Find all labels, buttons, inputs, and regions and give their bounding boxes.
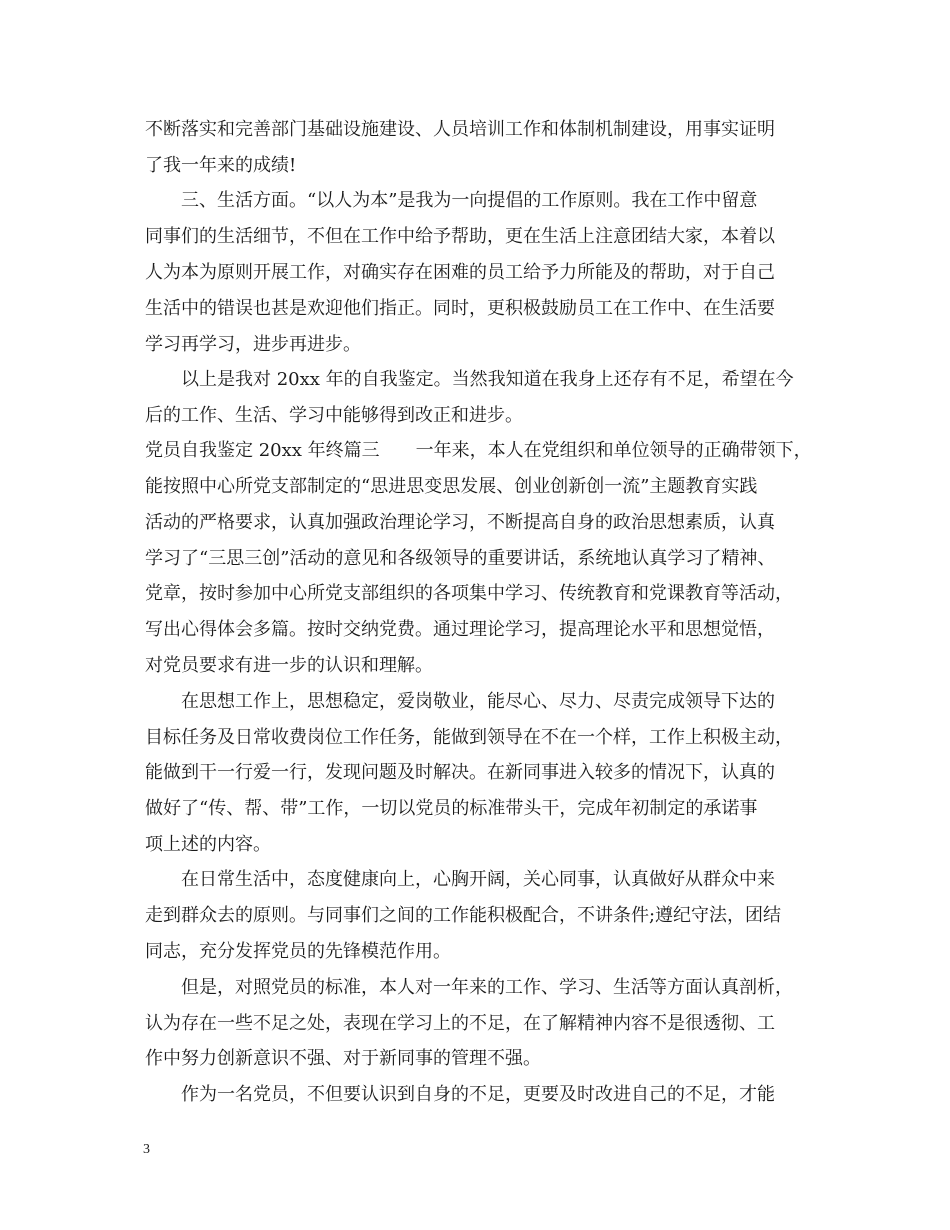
text-line: 认为存在一些不足之处，表现在学习上的不足，在了解精神内容不是很透彻、工 (145, 1013, 775, 1034)
text-line: 不断落实和完善部门基础设施建设、人员培训工作和体制机制建设，用事实证明 (145, 119, 775, 140)
text-line: 同志，充分发挥党员的先锋模范作用。 (145, 941, 451, 962)
text-line: 能做到干一行爱一行，发现问题及时解决。在新同事进入较多的情况下，认真的 (145, 762, 775, 783)
text-line: 党章，按时参加中心所党支部组织的各项集中学习、传统教育和党课教育等活动， (145, 583, 793, 604)
text-line: 目标任务及日常收费岗位工作任务，能做到领导在不在一个样，工作上积极主动， (145, 727, 793, 748)
page-number: 3 (143, 1142, 150, 1157)
text-line: 做好了“传、帮、带”工作，一切以党员的标准带头干，完成年初制定的承诺事 (145, 798, 758, 819)
text-line: 走到群众去的原则。与同事们之间的工作能积极配合，不讲条件;遵纪守法，团结 (145, 905, 782, 926)
text-line: 活动的严格要求，认真加强政治理论学习，不断提高自身的政治思想素质，认真 (145, 512, 775, 533)
text-line: 同事们的生活细节，不但在工作中给予帮助，更在生活上注意团结大家，本着以 (145, 226, 775, 247)
text-line: 对党员要求有进一步的认识和理解。 (145, 655, 433, 676)
text-line: 学习了“三思三创”活动的意见和各级领导的重要讲话，系统地认真学习了精神、 (145, 548, 776, 569)
text-line: 在日常生活中，态度健康向上，心胸开阔，关心同事，认真做好从群众中来 (145, 869, 775, 890)
text-line: 人为本为原则开展工作，对确实存在困难的员工给予力所能及的帮助，对于自己 (145, 262, 775, 283)
text-line: 以上是我对 20xx 年的自我鉴定。当然我知道在我身上还存有不足，希望在今 (145, 369, 794, 390)
text-line: 但是，对照党员的标准，本人对一年来的工作、学习、生活等方面认真剖析， (145, 977, 793, 998)
text-line: 三、生活方面。“以人为本”是我为一向提倡的工作原则。我在工作中留意 (145, 190, 758, 211)
text-line: 在思想工作上，思想稳定，爱岗敬业，能尽心、尽力、尽责完成领导下达的 (145, 691, 775, 712)
text-line: 项上述的内容。 (145, 834, 271, 855)
text-line: 党员自我鉴定 20xx 年终篇三 一年来，本人在党组织和单位领导的正确带领下， (145, 440, 812, 461)
text-line: 后的工作、生活、学习中能够得到改正和进步。 (145, 405, 523, 426)
text-line: 写出心得体会多篇。按时交纳党费。通过理论学习，提高理论水平和思想觉悟， (145, 619, 775, 640)
text-line: 作中努力创新意识不强、对于新同事的管理不强。 (145, 1048, 541, 1069)
text-line: 作为一名党员，不但要认识到自身的不足，更要及时改进自己的不足，才能 (145, 1084, 775, 1105)
text-line: 了我一年来的成绩! (145, 155, 297, 176)
text-line: 生活中的错误也甚是欢迎他们指正。同时，更积极鼓励员工在工作中、在生活要 (145, 298, 775, 319)
text-line: 能按照中心所党支部制定的“思进思变思发展、创业创新创一流”主题教育实践 (145, 476, 758, 497)
text-line: 学习再学习，进步再进步。 (145, 334, 361, 355)
